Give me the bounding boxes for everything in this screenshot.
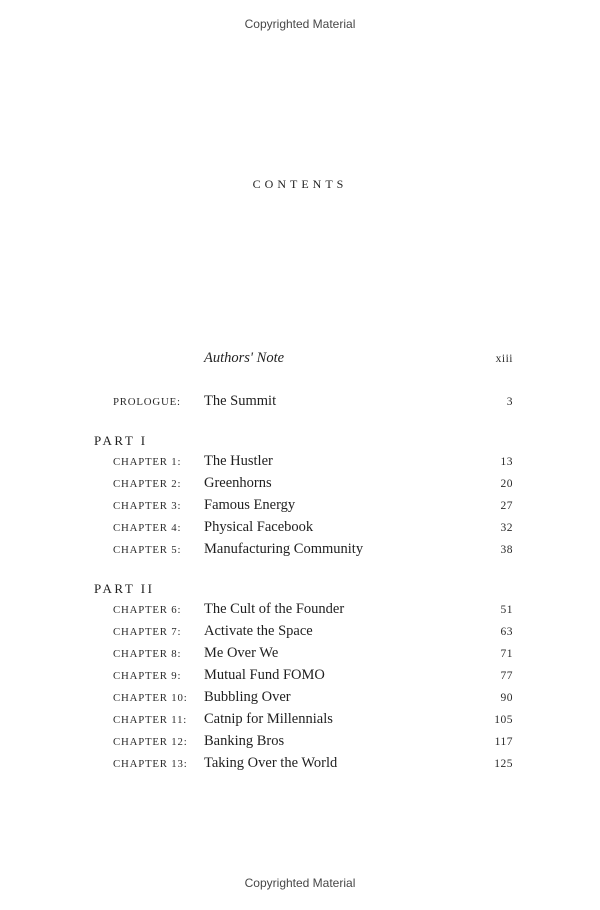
entry-page-number: 105 bbox=[494, 714, 513, 726]
toc-row-authors-note bbox=[94, 348, 513, 370]
entry-title: Activate the Space bbox=[204, 623, 313, 639]
entry-title: The Cult of the Founder bbox=[204, 601, 345, 617]
entry-label: CHAPTER 3: bbox=[113, 500, 182, 512]
part-heading: PART I bbox=[94, 433, 148, 448]
toc-row-chapter-10 bbox=[94, 687, 513, 709]
toc-row-chapter-1 bbox=[94, 451, 513, 473]
entry-title: Banking Bros bbox=[204, 733, 285, 749]
entry-title: Manufacturing Community bbox=[204, 541, 364, 557]
toc-row-chapter-3 bbox=[94, 495, 513, 517]
entry-title: Greenhorns bbox=[204, 475, 272, 491]
toc-row-chapter-12 bbox=[94, 731, 513, 753]
toc-row-chapter-11 bbox=[94, 709, 513, 731]
toc-row-chapter-2 bbox=[94, 473, 513, 495]
entry-page-number: 63 bbox=[500, 626, 513, 638]
toc-row-chapter-8 bbox=[94, 643, 513, 665]
entry-label: CHAPTER 9: bbox=[113, 670, 182, 682]
entry-label: CHAPTER 12: bbox=[113, 736, 188, 748]
entry-page-number: 32 bbox=[500, 522, 513, 534]
toc-part-1 bbox=[94, 430, 513, 561]
toc-row-chapter-5 bbox=[94, 539, 513, 561]
table-of-contents bbox=[94, 348, 513, 775]
entry-title: Bubbling Over bbox=[204, 689, 291, 705]
entry-label: CHAPTER 6: bbox=[113, 604, 182, 616]
entry-page-number: 117 bbox=[494, 736, 513, 748]
entry-page-number: 20 bbox=[500, 478, 513, 490]
entry-title: Physical Facebook bbox=[204, 519, 314, 535]
entry-page-number: 125 bbox=[494, 758, 513, 770]
entry-page-number: 90 bbox=[500, 692, 513, 704]
entry-title: Taking Over the World bbox=[204, 755, 338, 771]
entry-title: Catnip for Millennials bbox=[204, 711, 333, 727]
entry-page-number: 38 bbox=[500, 544, 513, 556]
entry-label: CHAPTER 7: bbox=[113, 626, 182, 638]
entry-label: CHAPTER 11: bbox=[113, 714, 188, 726]
entry-page-number: 51 bbox=[500, 604, 513, 616]
entry-title: Mutual Fund FOMO bbox=[204, 667, 325, 683]
entry-label: CHAPTER 13: bbox=[113, 758, 188, 770]
entry-label: CHAPTER 5: bbox=[113, 544, 182, 556]
entry-title: The Summit bbox=[204, 393, 277, 409]
entry-label: CHAPTER 8: bbox=[113, 648, 182, 660]
toc-row-prologue bbox=[94, 391, 513, 413]
entry-page-number: 3 bbox=[506, 396, 513, 408]
toc-row-chapter-7 bbox=[94, 621, 513, 643]
entry-label: CHAPTER 4: bbox=[113, 522, 182, 534]
copyright-notice-bottom: Copyrighted Material bbox=[244, 876, 356, 890]
entry-title: Famous Energy bbox=[204, 497, 296, 513]
entry-label: CHAPTER 10: bbox=[113, 692, 188, 704]
entry-page-number: 27 bbox=[500, 500, 513, 512]
toc-row-chapter-13 bbox=[94, 753, 513, 775]
copyright-notice-top: Copyrighted Material bbox=[244, 17, 356, 31]
entry-title: Me Over We bbox=[204, 645, 279, 661]
entry-label: CHAPTER 2: bbox=[113, 478, 182, 490]
toc-row-chapter-6 bbox=[94, 599, 513, 621]
entry-page-number: 77 bbox=[500, 670, 513, 682]
entry-page-number: 13 bbox=[500, 456, 513, 468]
toc-part-2 bbox=[94, 578, 513, 775]
entry-page-number: 71 bbox=[500, 648, 513, 660]
part-heading: PART II bbox=[94, 581, 155, 596]
toc-row-chapter-9 bbox=[94, 665, 513, 687]
entry-page-number: xiii bbox=[495, 353, 513, 365]
entry-label: CHAPTER 1: bbox=[113, 456, 182, 468]
contents-heading: CONTENTS bbox=[252, 177, 348, 191]
entry-label: PROLOGUE: bbox=[113, 396, 181, 408]
entry-title: Authors' Note bbox=[204, 350, 285, 366]
entry-title: The Hustler bbox=[204, 453, 273, 469]
toc-row-chapter-4 bbox=[94, 517, 513, 539]
